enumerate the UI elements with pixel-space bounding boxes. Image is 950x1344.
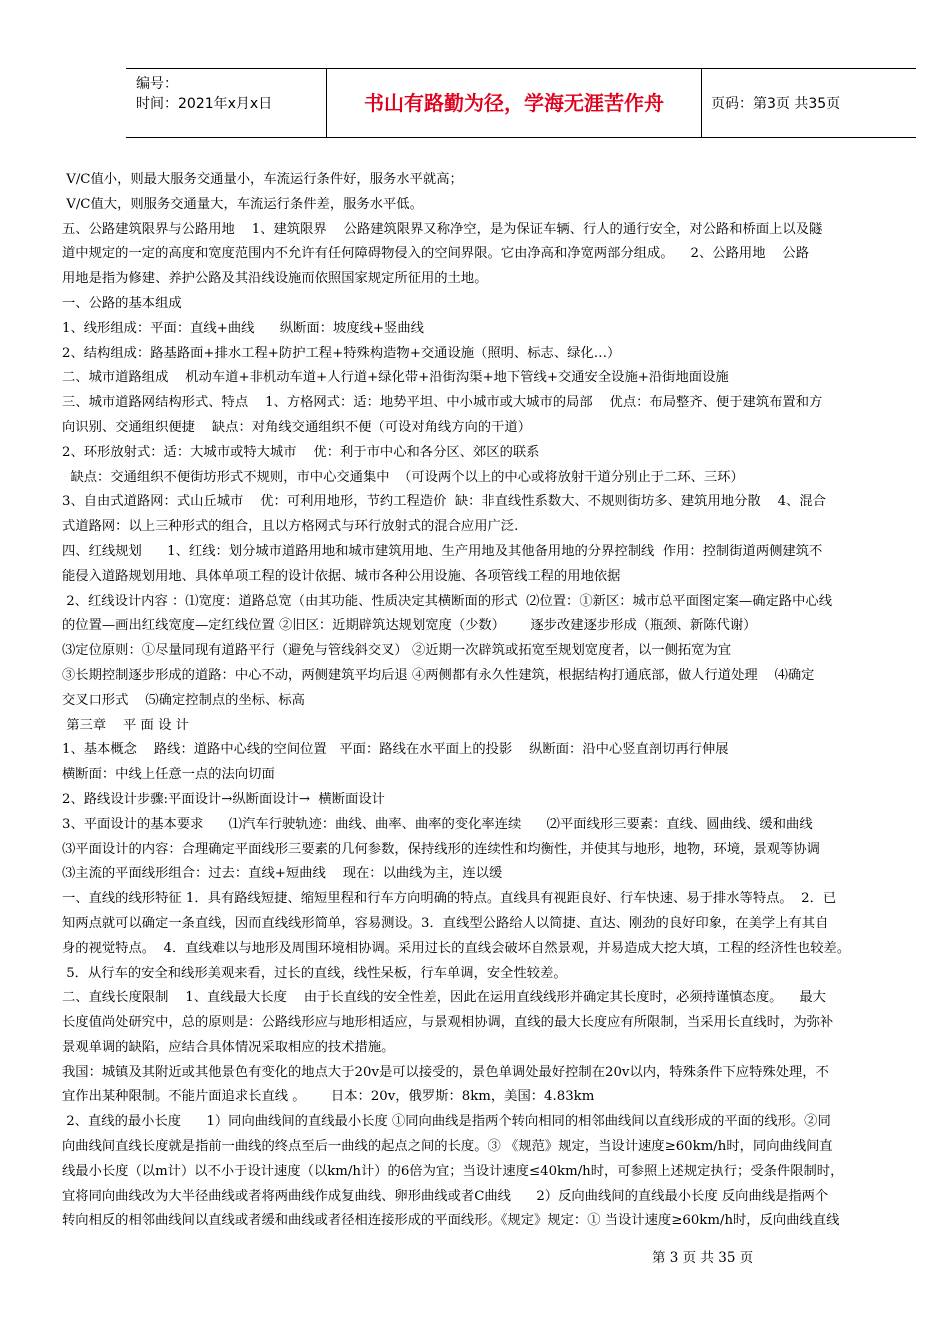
text-line: 五、公路建筑限界与公路用地 1、建筑限界 公路建筑限界又称净空，是为保证车辆、行人的通行安全，对公路和桥面上以及隧 [62,221,823,237]
text-line: 2、路线设计步骤:平面设计→纵断面设计→ 横断面设计 [62,791,385,807]
text-line: 1、线形组成：平面：直线+曲线 纵断面：坡度线+竖曲线 [62,320,424,336]
text-line: 我国：城镇及其附近或其他景色有变化的地点大于20v是可以接受的，景色单调处最好控制在20v以内，特殊条件下应特殊处理，不 [62,1064,829,1080]
text-line: 3、自由式道路网：式山丘城市 优：可利用地形，节约工程造价 缺：非直线性系数大、不规则街坊多、建筑用地分散 4、混合 [62,494,826,510]
text-line: 缺点：交通组织不便街坊形式不规则，市中心交通集中 （可设两个以上的中心或将放射干道分别止于二环、三环） [62,469,744,485]
text-line: 式道路网：以上三种形式的组合，且以方格网式与环行放射式的混合应用广泛. [62,519,519,535]
text-line: 3、平面设计的基本要求 ⑴汽车行驶轨迹：曲线、曲率、曲率的变化率连续 ⑵平面线形三要素：直线、圆曲线、缓和曲线 [62,816,813,832]
text-line: 转向相反的相邻曲线间以直线或者缓和曲线或者径相连接形成的平面线形。《规定》规定：① 当设计速度≥60km/h时，反向曲线直线 [62,1213,840,1229]
text-line: 向曲线间直线长度就是指前一曲线的终点至后一曲线的起点之间的长度。③ 《规范》规定，当设计速度≥60km/h时，同向曲线间直 [62,1139,833,1155]
text-line: V/C值大，则服务交通量大，车流运行条件差，服务水平低。 [62,196,423,212]
document-date: 时间：2021年x月x日 [136,96,273,112]
text-line: 2、环形放射式：适：大城市或特大城市 优：利于市中心和各分区、郊区的联系 [62,444,540,460]
text-line: 身的视觉特点。 4．直线难以与地形及周围环境相协调。采用过长的直线会破坏自然景观，并易造成大挖大填，工程的经济性也较差。 [62,940,851,956]
text-line: ⑶定位原则：①尽量同现有道路平行（避免与管线斜交叉） ②近期一次辟筑或拓宽至规划宽度者，以一侧拓宽为宜 [62,643,732,659]
text-line: 2、结构组成：路基路面+排水工程+防护工程+特殊构造物+交通设施（照明、标志、绿化…） [62,345,621,361]
page-header [126,68,916,138]
text-line: 二、直线长度限制 1、直线最大长度 由于长直线的安全性差，因此在运用直线线形并确定其长度时，必须持谨慎态度。 最大 [62,990,826,1006]
text-line: 线最小长度（以m计）以不小于设计速度（以km/h计）的6倍为宜；当设计速度≤40km/h时，可参照上述规定执行；受条件限制时， [62,1163,844,1179]
text-line: 宜将同向曲线改为大半径曲线或者将两曲线作成复曲线、卵形曲线或者C曲线 2）反向曲线间的直线最小长度 反向曲线是指两个 [62,1188,829,1204]
text-line: ③长期控制逐步形成的道路：中心不动，两侧建筑平均后退 ④两侧都有永久性建筑，根据结构打通底部，做人行道处理 ⑷确定 [62,667,815,683]
text-line: 横断面：中线上任意一点的法向切面 [62,767,275,783]
text-line: 长度值尚处研究中，总的原则是：公路线形应与地形相适应，与景观相协调，直线的最大长度应有所限制，当采用长直线时，为弥补 [62,1015,834,1031]
text-line: 交叉口形式 ⑸确定控制点的坐标、标高 [62,692,305,708]
text-line: 2、红线设计内容 ：⑴宽度：道路总宽（由其功能、性质决定其横断面的形式 ⑵位置：①新区：城市总平面图定案—确定路中心线 [62,593,832,609]
page-footer: 第 3 页 共 35 页 [652,1250,754,1266]
text-line: 知两点就可以确定一条直线，因而直线线形简单，容易测设。3．直线型公路给人以简捷、直达、刚劲的良好印象，在美学上有其自 [62,915,829,931]
text-line: 四、红线规划 1、红线：划分城市道路用地和城市建筑用地、生产用地及其他备用地的分界控制线 作用：控制街道两侧建筑不 [62,543,823,559]
text-line: 三、城市道路网结构形式、特点 1、方格网式：适：地势平坦、中小城市或大城市的局部 优点：布局整齐、便于建筑布置和方 [62,395,823,411]
text-line: ⑶主流的平面线形组合：过去：直线+短曲线 现在：以曲线为主，连以缓 [62,866,503,882]
text-line: 一、直线的线形特征 1．具有路线短捷、缩短里程和行车方向明确的特点。直线具有视距良好、行车快速、易于排水等特点。 2．已 [62,891,837,907]
text-line: V/C值小，则最大服务交通量小，车流运行条件好，服务水平就高； [62,172,463,187]
header-motto: 书山有路勤为径，学海无涯苦作舟 [327,69,702,137]
text-line: 1、基本概念 路线：道路中心线的空间位置 平面：路线在水平面上的投影 纵断面：沿中心竖直剖切再行伸展 [62,742,729,758]
text-line: 2、直线的最小长度 1）同向曲线间的直线最小长度 ①同向曲线是指两个转向相同的相邻曲线间以直线形成的平面的线形。②同 [62,1114,831,1130]
header-page-info: 页码：第3页 共35页 [711,96,841,112]
text-line: 用地是指为修建、养护公路及其沿线设施而依照国家规定所征用的土地。 [62,271,488,287]
document-body [62,168,900,1234]
text-line: 宜作出某种限制。不能片面追求长直线 。 日本：20v，俄罗斯：8km，美国：4.83km [62,1089,595,1105]
text-line: 5．从行车的安全和线形美观来看，过长的直线，线性呆板，行车单调，安全性较差。 [62,965,567,981]
text-line: 向识别、交通组织便捷 缺点：对角线交通组织不便（可设对角线方向的干道） [62,419,531,435]
text-line: 道中规定的一定的高度和宽度范围内不允许有任何障碍物侵入的空间界限。它由净高和净宽两部分组成。 2、公路用地 公路 [62,246,810,262]
text-line: 的位置—画出红线宽度—定红线位置 ②旧区：近期辟筑达规划宽度（少数） 逐步改建逐步形成（瓶颈、新陈代谢） [62,618,757,634]
text-line: 第三章 平 面 设 计 [62,717,189,733]
header-meta [126,69,327,137]
text-line: ⑶平面设计的内容：合理确定平面线形三要素的几何参数，保持线形的连续性和均衡性，并使其与地形，地物，环境，景观等协调 [62,841,820,857]
text-line: 二、城市道路组成 机动车道+非机动车道+人行道+绿化带+沿街沟渠+地下管线+交通安全设施+沿街地面设施 [62,370,729,386]
text-line: 能侵入道路规划用地、具体单项工程的设计依据、城市各种公用设施、各项管线工程的用地依据 [62,568,621,584]
text-line: 一、公路的基本组成 [62,295,182,311]
text-line: 景观单调的缺陷，应结合具体情况采取相应的技术措施。 [62,1039,395,1055]
document-number-label: 编号： [136,76,178,92]
